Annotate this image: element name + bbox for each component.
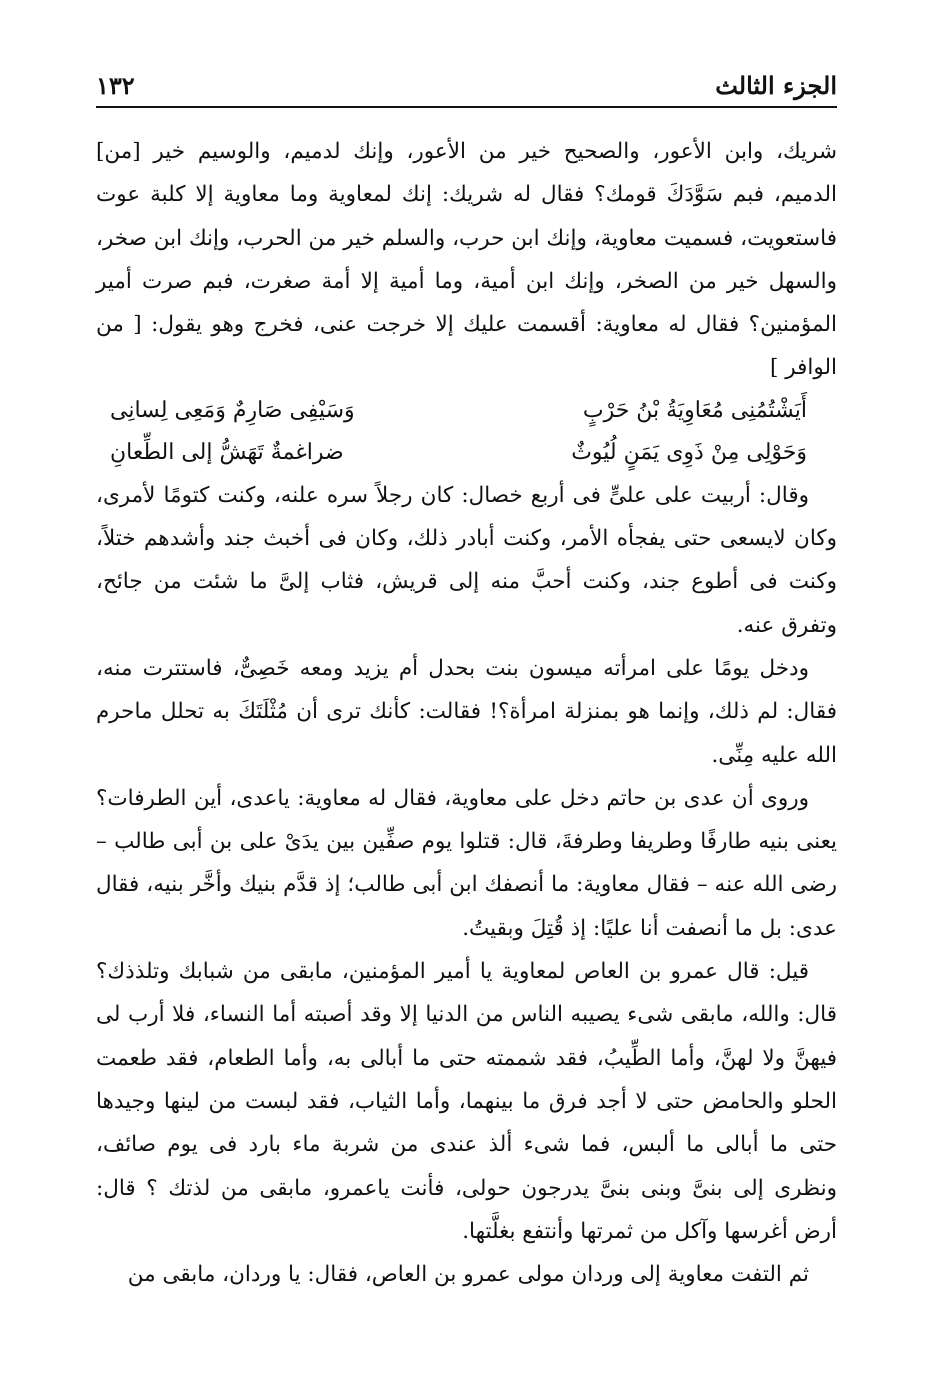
poem-verse [96, 390, 837, 432]
page-header [96, 60, 837, 108]
poem-verse [96, 432, 837, 474]
paragraph: وقال: أربيت على علىٍّ فى أربع خصال: كان رجلاً سره علنه، وكنت كتومًا لأمرى، وكان لايسعى حتى يفجأه الأمر، وكنت أبادر ذلك، وكان فى أخبث جند وأشدهم ختلاً، وكنت فى أطوع جند، وكنت أحبَّ منه إلى قريش، فثاب إلىَّ ما شئت من جائح، وتفرق عنه. [96, 482, 837, 638]
page-body [96, 130, 837, 1296]
page-number: ١٣٢ [96, 71, 135, 100]
paragraph: ثم التفت معاوية إلى وردان مولى عمرو بن العاص، فقال: يا وردان، مابقى من [127, 1262, 809, 1288]
paragraph: شريك، وابن الأعور، والصحيح خير من الأعور، وإنك لدميم، والوسيم خير [من] الدميم، فبم سَوَّدَكَ قومك؟ فقال له شريك: إنك لمعاوية وما معاوية إلا كلبة عوت فاستعويت، فسميت معاوية، وإنك ابن حرب، والسلم خير من الحرب، وإنك ابن صخر، والسهل خير من الصخر، وإنك ابن أمية، وما أمية إلا أمة صغرت، فبم صرت أمير المؤمنين؟ فقال له معاوية: أقسمت عليك إلا خرجت عنى، فخرج وهو يقول: [ من الوافر ] [96, 139, 837, 381]
paragraph: قيل: قال عمرو بن العاص لمعاوية يا أمير المؤمنين، مابقى من شبابك وتلذذك؟ قال: والله، مابقى شىء يصيبه الناس من الدنيا إلا وقد أصبته أما النساء، فلا أرب لى فيهنَّ ولا لهنَّ، وأما الطِّيبُ، فقد شممته حتى ما أبالى به، وأما الطعام، فقد طعمت الحلو والحامض حتى لا أجد فرق ما بينهما، وأما الثياب، فقد لبست من لينها وجيدها حتى ما أبالى ما ألبس، فما شىء ألذ عندى من شربة ماء بارد فى يوم صائف، ونظرى إلى بنىَّ وبنى بنىَّ يدرجون حولى، فأنت ياعمرو، مابقى من لذتك ؟ قال: أرض أغرسها وآكل من ثمرتها وأنتفع بغلَّتها. [96, 959, 837, 1244]
verse-first-hemistich: أَيَشْتُمُنِى مُعَاوِيَةُ بْنُ حَرْبٍ [582, 397, 807, 423]
verse-first-hemistich: وَحَوْلِى مِنْ ذَوِى يَمَنٍ لُيُوثٌ [571, 439, 807, 465]
book-page [96, 60, 837, 1335]
verse-second-hemistich: ضراغمةٌ تَهَشُّ إلى الطِّعانِ [110, 439, 344, 465]
paragraph: وروى أن عدى بن حاتم دخل على معاوية، فقال له معاوية: ياعدى، أين الطرفات؟ يعنى بنيه طارفًا وطريفا وطرفةَ، قال: قتلوا يوم صفِّين بين يدَىْ على بن أبى طالب – رضى الله عنه – فقال معاوية: ما أنصفك ابن أبى طالب؛ إذ قدَّم بنيك وأخَّر بنيه، فقال عدى: بل ما أنصفت أنا عليًا: إذ قُتِلَ وبقيتُ. [96, 785, 837, 941]
paragraph: ودخل يومًا على امرأته ميسون بنت بحدل أم يزيد ومعه خَصِىٌّ، فاستترت منه، فقال: لم ذلك، وإنما هو بمنزلة امرأة؟! فقالت: كأنك ترى أن مُثْلَتَكَ به تحلل ماحرم الله عليه مِنِّى. [96, 655, 837, 768]
part-title: الجزء الثالث [715, 71, 837, 100]
verse-second-hemistich: وَسَيْفِى صَارِمٌ وَمَعِى لِسانِى [110, 397, 355, 423]
